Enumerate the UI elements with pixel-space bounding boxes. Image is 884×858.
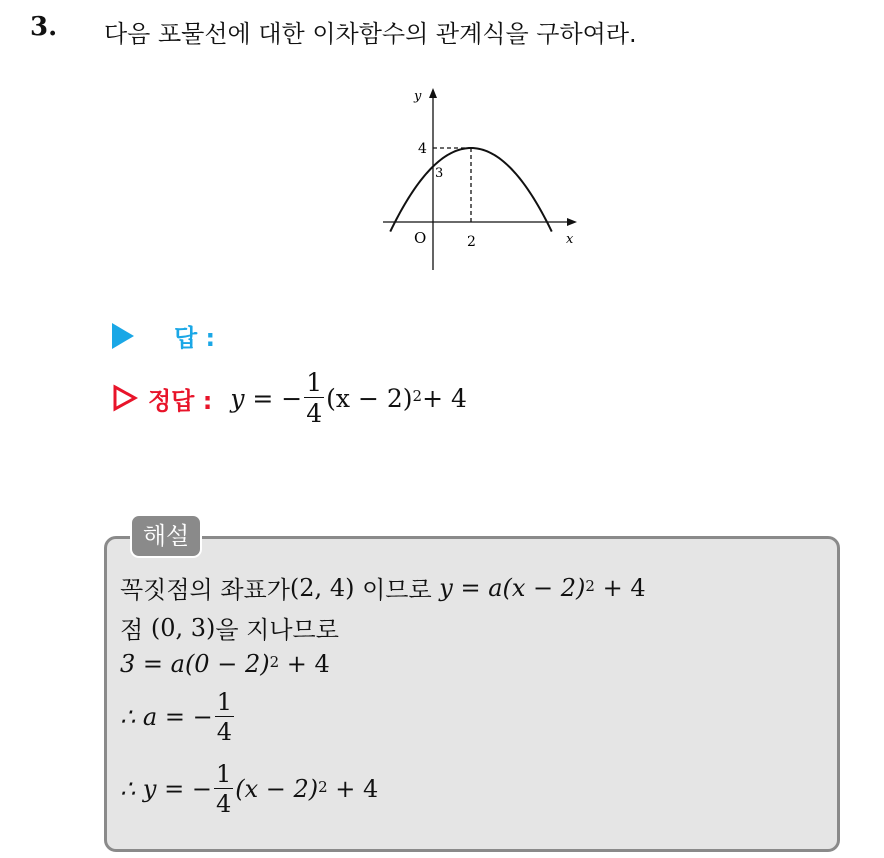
solution-line5-fraction	[214, 762, 233, 816]
y-axis-label: y	[414, 89, 422, 104]
solution-line5-exp: 2	[318, 778, 328, 796]
solution-line2-point: (0, 3)	[150, 613, 216, 642]
x-axis-label: x	[566, 232, 574, 247]
question-text: 다음 포물선에 대한 이차함수의 관계식을 구하여라.	[104, 20, 637, 48]
solution-line3-tail: + 4	[279, 650, 330, 678]
correct-frac-num: 1	[306, 368, 323, 397]
solution-line1-tail: + 4	[594, 573, 646, 602]
solution-line-1	[120, 570, 646, 605]
play-outline-icon	[112, 384, 138, 412]
correct-answer-row	[112, 370, 467, 426]
vertex-x-label: 2	[467, 234, 476, 250]
correct-exp: 2	[412, 387, 423, 405]
y-intercept-label: 3	[435, 166, 444, 181]
correct-frac-den: 4	[306, 399, 323, 428]
solution-line2-pre: 점	[120, 616, 151, 644]
correct-tail: + 4	[422, 383, 467, 413]
solution-line-2	[120, 610, 339, 645]
solution-line4-fraction	[215, 690, 234, 744]
solution-line5-mid: (x − 2)	[235, 775, 319, 803]
solution-line1-eq: y = a(x − 2)	[439, 573, 586, 602]
solution-line5-num: 1	[215, 760, 232, 788]
solution-line1-exp: 2	[585, 576, 595, 595]
solution-line4-den: 4	[216, 718, 232, 746]
solution-line3-exp: 2	[269, 653, 280, 671]
solution-line1-point: (2, 4)	[289, 573, 355, 602]
origin-label: O	[414, 229, 427, 247]
solution-tag: 해설	[130, 514, 202, 558]
answer-label: 답 :	[174, 324, 216, 352]
solution-line-4	[120, 690, 236, 744]
correct-formula	[230, 370, 467, 426]
solution-line1-mid: 이므로	[354, 576, 440, 604]
correct-rhs: (x − 2)	[326, 383, 413, 413]
correct-lhs: y = −	[230, 383, 303, 413]
solution-line-5	[120, 762, 378, 816]
solution-line5-pre: ∴ y = −	[120, 775, 212, 803]
solution-line4-pre: ∴ a = −	[120, 703, 213, 731]
solution-line5-den: 4	[215, 790, 232, 818]
solution-line2-post: 을 지나므로	[215, 616, 339, 644]
parabola-graph	[378, 80, 598, 280]
correct-fraction	[304, 370, 324, 426]
vertex-y-label: 4	[418, 141, 427, 157]
play-icon	[112, 323, 134, 349]
solution-line1-text: 꼭짓점의 좌표가	[120, 576, 290, 604]
solution-line3-eq: 3 = a(0 − 2)	[120, 650, 270, 678]
answer-row	[112, 318, 215, 353]
x-axis-arrow	[567, 218, 577, 226]
solution-line5-tail: + 4	[327, 775, 379, 803]
correct-label: 정답 :	[148, 386, 213, 415]
solution-line-3	[120, 650, 330, 678]
solution-line4-num: 1	[216, 688, 232, 716]
y-axis-arrow	[429, 88, 437, 98]
question-number: 3.	[30, 12, 58, 42]
